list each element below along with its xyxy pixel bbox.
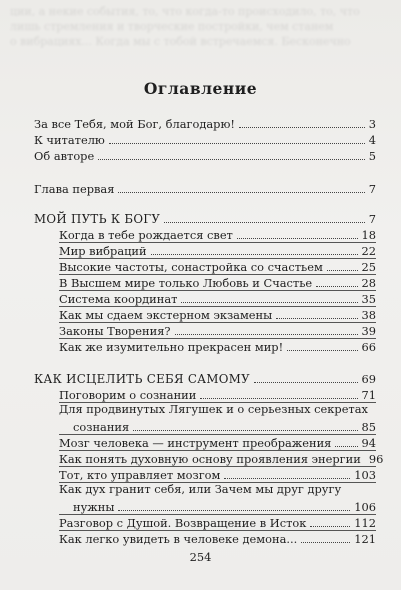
toc-subentry[interactable] [59, 338, 376, 354]
toc-entry[interactable] [34, 147, 376, 163]
entry-title: Мир вибраций [59, 244, 147, 258]
dot-leader [118, 192, 364, 193]
entry-page: 18 [361, 228, 376, 242]
toc-subentry[interactable] [59, 258, 376, 275]
entry-page: 3 [368, 117, 376, 131]
entry-title: Когда в тебе рождается свет [59, 228, 233, 242]
entry-title: Поговорим о сознании [59, 388, 197, 402]
entry-title: Для продвинутых Лягушек и о серьезных секретах [59, 402, 368, 416]
entry-title: Глава первая [34, 182, 115, 196]
show-through-text: ции, а некие события, то, что когда-то происходило, то, что лишь стремления и творческие постройки, чем станем о вибрациях... Когда мы с тобой встречаемся. Бесконечно [10, 5, 360, 48]
toc-entry[interactable] [34, 115, 376, 131]
toc-section-entry[interactable] [34, 210, 376, 226]
dot-leader [109, 143, 365, 144]
entry-page: 35 [361, 292, 376, 306]
entry-page: 28 [361, 276, 376, 290]
entry-page: 5 [368, 149, 376, 163]
dot-leader [181, 302, 357, 303]
toc-subentry[interactable] [59, 226, 376, 243]
toc-subentry[interactable] [59, 434, 376, 451]
entry-page: 39 [361, 324, 376, 338]
dot-leader [327, 270, 358, 271]
entry-page: 22 [361, 244, 376, 258]
page-number: 254 [189, 550, 212, 564]
dot-leader [164, 222, 365, 223]
toc-subentry-first-line[interactable] [59, 402, 376, 418]
toc-subentry[interactable] [59, 290, 376, 307]
entry-page: 103 [354, 468, 376, 482]
entry-title: КАК ИСЦЕЛИТЬ СЕБЯ САМОМУ [34, 372, 250, 386]
dot-leader [133, 430, 357, 431]
entry-page: 4 [368, 133, 376, 147]
entry-page: 7 [368, 182, 376, 196]
toc-heading: Оглавление [143, 79, 258, 98]
toc-subentry[interactable] [59, 418, 376, 435]
entry-title: Как мы сдаем экстерном экзамены [59, 308, 273, 322]
entry-title: МОЙ ПУТЬ К БОГУ [34, 212, 161, 226]
toc-subentry[interactable] [59, 386, 376, 403]
entry-title: Как дух гранит себя, или Зачем мы друг другу [59, 482, 342, 496]
toc-subentry[interactable] [59, 306, 376, 323]
entry-page: 38 [361, 308, 376, 322]
dot-leader [301, 542, 350, 543]
entry-title: Тот, кто управляет мозгом [59, 468, 221, 482]
toc-subentry[interactable] [59, 466, 376, 483]
entry-page: 106 [354, 500, 376, 514]
dot-leader [276, 318, 357, 319]
entry-page: 7 [368, 212, 376, 226]
toc-subentry[interactable] [59, 514, 376, 531]
entry-title-continued: нужны [73, 500, 115, 514]
entry-title: Высокие частоты, сонастройка со счастьем [59, 260, 323, 274]
toc-section-entry[interactable] [34, 370, 376, 386]
entry-title: Как же изумительно прекрасен мир! [59, 340, 284, 354]
dot-leader [254, 382, 358, 383]
entry-page: 94 [361, 436, 376, 450]
entry-title: В Высшем мире только Любовь и Счастье [59, 276, 313, 290]
dot-leader [224, 478, 350, 479]
entry-title-continued: сознания [73, 420, 130, 434]
entry-page: 112 [354, 516, 376, 530]
entry-title: Как понять духовную основу проявления энергии [59, 452, 361, 466]
dot-leader [175, 334, 358, 335]
entry-page: 121 [354, 532, 376, 546]
toc-subentry[interactable] [59, 450, 384, 467]
dot-leader [98, 159, 365, 160]
entry-title: Мозг человека — инструмент преображения [59, 436, 332, 450]
dot-leader [200, 398, 357, 399]
entry-title: Об авторе [34, 149, 95, 163]
dot-leader [335, 446, 357, 447]
toc-subentry[interactable] [59, 498, 376, 515]
entry-page: 69 [361, 372, 376, 386]
entry-title: Законы Творения? [59, 324, 171, 338]
toc-subentry[interactable] [59, 322, 376, 339]
dot-leader [239, 127, 365, 128]
entry-title: Система координат [59, 292, 178, 306]
entry-page: 96 [368, 452, 384, 466]
toc-subentry[interactable] [59, 274, 376, 291]
toc-entry[interactable] [34, 131, 376, 147]
entry-page: 85 [361, 420, 376, 434]
toc-subentry-first-line[interactable] [59, 482, 376, 498]
dot-leader [237, 238, 358, 239]
dot-leader [151, 254, 358, 255]
toc-chapter-entry[interactable] [34, 180, 376, 196]
dot-leader [287, 350, 357, 351]
dot-leader [118, 510, 350, 511]
entry-title: За все Тебя, мой Бог, благодарю! [34, 117, 235, 131]
entry-title: Разговор с Душой. Возвращение в Исток [59, 516, 307, 530]
entry-title: К читателю [34, 133, 105, 147]
entry-page: 25 [361, 260, 376, 274]
toc-subentry[interactable] [59, 242, 376, 259]
toc-subentry[interactable] [59, 530, 376, 546]
entry-page: 71 [361, 388, 376, 402]
dot-leader [310, 526, 350, 527]
entry-title: Как легко увидеть в человеке демона... [59, 532, 298, 546]
entry-page: 66 [361, 340, 376, 354]
dot-leader [316, 286, 357, 287]
